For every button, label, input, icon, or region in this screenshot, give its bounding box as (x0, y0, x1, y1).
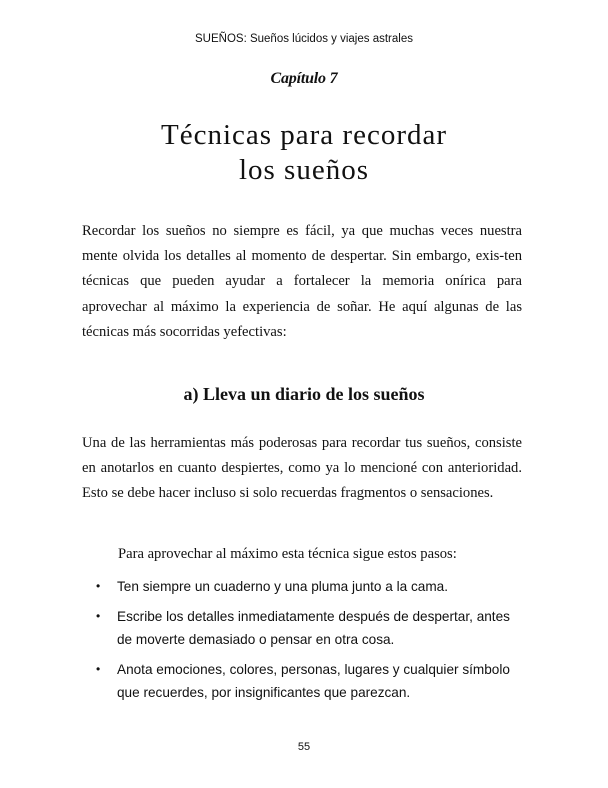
section-paragraph: Una de las herramientas más poderosas para recordar tus sueños, consiste en anotarlos en cuanto despiertes, como ya lo mencioné con anterioridad. Esto se debe hacer incluso si solo recuerdas fragmentos o sensaciones. (82, 435, 522, 502)
step-item (96, 658, 526, 704)
bullet-icon: • (96, 579, 101, 593)
chapter-title-line-2: los sueños (238, 154, 370, 186)
bullet-icon: • (96, 609, 101, 623)
chapter-label: Capítulo 7 (270, 70, 338, 87)
step-text: Escribe los detalles inmediatamente después de despertar, antes de moverte demasiado o pensar en otra cosa. (117, 609, 510, 647)
step-item (96, 575, 526, 598)
step-text: Ten siempre un cuaderno y una pluma junto a la cama. (117, 579, 448, 594)
intro-paragraph: Recordar los sueños no siempre es fácil, ya que muchas veces nuestra mente olvida los detalles al momento de despertar. Sin embargo, exis-ten técnicas que pueden ayudar a fortalecer la memoria onírica para aprovechar al máximo la experiencia de soñar. He aquí algunas de las técnicas más socorridas yefectivas: (82, 223, 522, 340)
page-number: 55 (297, 741, 311, 753)
chapter-title (0, 118, 608, 188)
section-heading: a) Lleva un diario de los sueños (183, 384, 425, 404)
chapter-title-line-1: Técnicas para recordar (160, 119, 448, 151)
bullet-icon: • (96, 662, 101, 676)
steps-list (96, 575, 526, 711)
step-text: Anota emociones, colores, personas, lugares y cualquier símbolo que recuerdes, por insignificantes que parezcan. (117, 662, 510, 700)
steps-intro: Para aprovechar al máximo esta técnica sigue estos pasos: (118, 546, 457, 562)
running-header: SUEÑOS: Sueños lúcidos y viajes astrales (195, 33, 413, 45)
step-item (96, 605, 526, 651)
